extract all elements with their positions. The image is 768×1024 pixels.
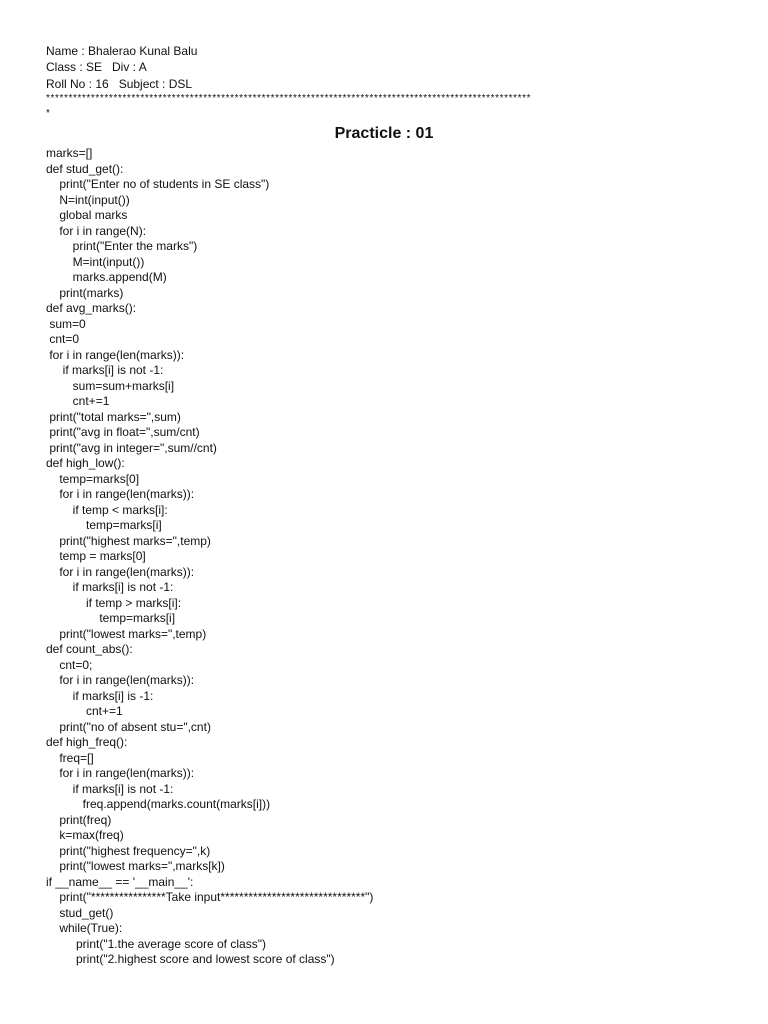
code-line: sum=0: [46, 316, 86, 331]
code-line: stud_get(): [46, 905, 114, 920]
roll-subject: Roll No : 16 Subject : DSL: [46, 77, 193, 91]
code-line: for i in range(N):: [46, 223, 147, 238]
code-line: print(freq): [46, 812, 112, 827]
code-line: for i in range(len(marks)):: [46, 347, 185, 362]
code-line: freq=[]: [46, 750, 94, 765]
student-name: Name : Bhalerao Kunal Balu: [46, 44, 198, 58]
code-line: if __name__ == '__main__':: [46, 874, 194, 889]
code-line: for i in range(len(marks)):: [46, 487, 195, 501]
code-line: temp=marks[i]: [46, 518, 162, 532]
separator-line: ************************************************************************************************************: [46, 93, 532, 104]
code-line: print("Enter no of students in SE class"): [46, 177, 270, 191]
code-line: if temp > marks[i]:: [46, 595, 182, 610]
class-division: Class : SE Div : A: [46, 60, 147, 74]
code-line: cnt=0;: [46, 657, 93, 672]
code-line: if marks[i] is -1:: [46, 688, 154, 703]
code-line: print("lowest marks=",marks[k]): [46, 859, 225, 873]
page-title: Practicle : 01: [334, 125, 434, 142]
code-line: def count_abs():: [46, 642, 133, 656]
code-line: temp=marks[0]: [46, 471, 140, 486]
code-line: cnt+=1: [46, 394, 110, 408]
code-line: cnt+=1: [46, 704, 123, 718]
code-line: sum=sum+marks[i]: [46, 378, 175, 393]
code-line: if temp < marks[i]:: [46, 502, 168, 517]
code-line: while(True):: [46, 921, 123, 935]
code-line: print("highest frequency=",k): [46, 843, 211, 858]
code-line: print("lowest marks=",temp): [46, 626, 207, 641]
code-line: global marks: [46, 208, 128, 222]
code-line: freq.append(marks.count(marks[i])): [46, 797, 271, 811]
code-line: marks=[]: [46, 146, 93, 160]
code-line: print(marks): [46, 285, 124, 300]
code-line: print("total marks=",sum): [46, 409, 181, 424]
code-line: print("no of absent stu=",cnt): [46, 719, 211, 734]
code-line: M=int(input()): [46, 254, 145, 269]
code-line: if marks[i] is not -1:: [46, 363, 164, 377]
code-line: def avg_marks():: [46, 301, 137, 315]
code-line: for i in range(len(marks)):: [46, 564, 195, 579]
code-line: print("Enter the marks"): [46, 239, 198, 253]
code-line: if marks[i] is not -1:: [46, 580, 174, 594]
code-line: k=max(freq): [46, 828, 124, 842]
code-line: def stud_get():: [46, 161, 124, 176]
code-line: if marks[i] is not -1:: [46, 781, 174, 796]
code-line: def high_low():: [46, 456, 125, 470]
code-line: print("avg in integer=",sum//cnt): [46, 440, 217, 455]
code-line: cnt=0: [46, 332, 80, 346]
code-line: temp = marks[0]: [46, 549, 146, 563]
code-line: print("1.the average score of class"): [46, 936, 266, 951]
separator-tail: *: [46, 108, 51, 119]
code-line: for i in range(len(marks)):: [46, 766, 195, 780]
code-line: print("2.highest score and lowest score of class"): [46, 952, 335, 966]
code-line: print("avg in float=",sum/cnt): [46, 425, 200, 439]
code-line: for i in range(len(marks)):: [46, 673, 195, 687]
code-line: N=int(input()): [46, 192, 130, 207]
code-line: temp=marks[i]: [46, 611, 176, 625]
code-line: print("highest marks=",temp): [46, 533, 211, 548]
code-line: marks.append(M): [46, 270, 167, 284]
code-line: def high_freq():: [46, 735, 128, 749]
code-line: print("****************Take input*******************************"): [46, 890, 374, 904]
